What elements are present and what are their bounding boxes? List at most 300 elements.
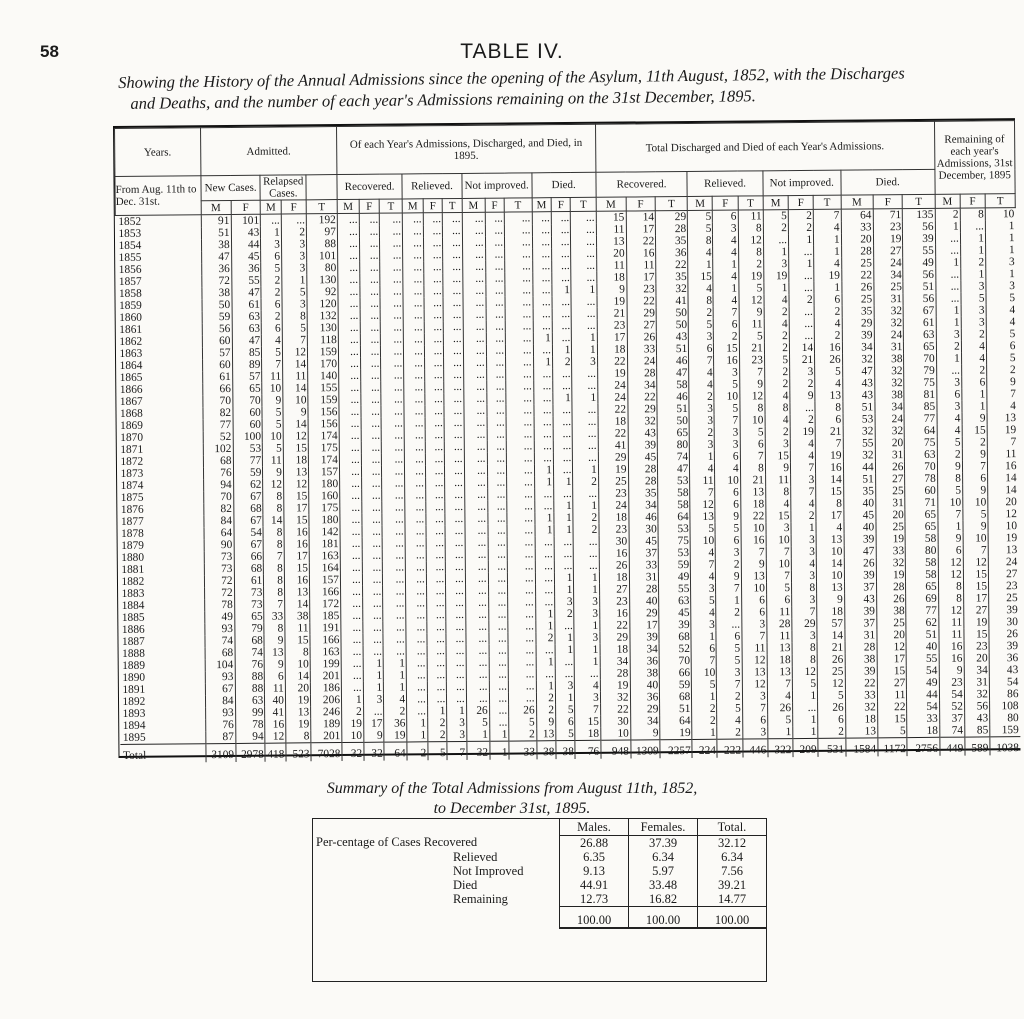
total-cell: 32	[364, 742, 385, 761]
table-cell: ...	[716, 619, 741, 631]
table-cell: 9	[739, 306, 764, 318]
table-cell: 9	[739, 378, 764, 390]
table-cell: ...	[505, 248, 533, 260]
table-cell: ...	[404, 417, 425, 429]
table-cell: ...	[443, 285, 463, 297]
table-cell: ...	[463, 321, 486, 333]
table-cell: 1	[536, 680, 556, 692]
table-cell: 11	[938, 617, 963, 629]
table-cell: 26	[817, 654, 845, 666]
table-cell: 63	[235, 695, 265, 707]
table-cell: 8	[765, 402, 790, 414]
table-cell: 8	[791, 582, 816, 594]
table-cell: ...	[551, 212, 571, 225]
table-cell: 84	[205, 695, 235, 707]
table-cell: ...	[383, 621, 406, 633]
summary-value: 6.34	[698, 850, 767, 864]
table-cell: ...	[466, 693, 489, 705]
table-cell: 2	[790, 378, 815, 390]
table-cell: 32	[843, 449, 875, 461]
table-cell: 21	[740, 474, 765, 486]
table-cell: 1	[535, 620, 555, 632]
table-cell: 14	[626, 211, 656, 224]
table-cell: 5	[263, 443, 284, 455]
table-cell: 6	[556, 716, 576, 728]
table-cell: 2	[765, 378, 790, 390]
table-cell: ...	[425, 429, 445, 441]
table-cell: ...	[789, 306, 814, 318]
table-cell: 15	[596, 211, 626, 224]
table-cell: 1	[575, 656, 600, 668]
table-cell: 7	[813, 209, 841, 222]
table-cell: 9	[741, 558, 766, 570]
table-cell: 32	[874, 365, 904, 377]
table-cell: ...	[447, 669, 467, 681]
table-cell: 39	[844, 605, 876, 617]
table-cell: 2	[960, 256, 985, 268]
table-cell: 59	[233, 467, 263, 479]
table-cell: 36	[630, 655, 660, 667]
table-cell: ...	[487, 489, 507, 501]
table-cell: ...	[465, 573, 488, 585]
table-cell: 52	[659, 643, 691, 655]
table-cell: 34	[842, 341, 874, 353]
table-cell: ...	[552, 320, 572, 332]
table-cell: 2	[717, 727, 742, 740]
table-cell: 14	[283, 382, 308, 394]
table-cell: ...	[383, 645, 406, 657]
table-cell: ...	[553, 368, 573, 380]
table-cell: 39	[628, 439, 658, 451]
table-cell: 10	[988, 520, 1018, 532]
table-cell: 3	[689, 331, 714, 343]
table-cell: 37	[844, 581, 876, 593]
table-cell: ...	[790, 402, 815, 414]
table-cell: ...	[340, 550, 362, 562]
remaining-header: Remaining of each year's Admissions, 31st December, 1895	[934, 121, 1015, 195]
summary-col-total: Total.	[698, 819, 767, 835]
table-cell: ...	[361, 466, 382, 478]
table-cell: 3	[790, 366, 815, 378]
table-cell: 59	[659, 559, 691, 571]
table-cell: 3	[742, 726, 767, 739]
table-cell: ...	[486, 381, 506, 393]
table-cell: ...	[534, 452, 554, 464]
table-cell: 3	[766, 522, 791, 534]
table-cell: 4	[691, 571, 716, 583]
table-cell: ...	[554, 488, 574, 500]
table-cell: 97	[306, 226, 337, 238]
year-cell: 1854	[118, 239, 142, 252]
year-cell: 1890	[122, 671, 146, 684]
table-cell: ...	[380, 297, 403, 309]
table-cell: 45	[628, 451, 658, 463]
table-cell: 15	[765, 450, 790, 462]
summary-col-females: Females.	[629, 819, 698, 835]
table-cell: 4	[961, 340, 986, 352]
summary-row	[313, 850, 766, 864]
table-cell: 51	[903, 281, 935, 293]
table-cell: 58	[906, 569, 938, 581]
table-cell: ...	[486, 333, 506, 345]
table-cell: 2	[765, 426, 790, 438]
table-cell: ...	[444, 357, 464, 369]
year-cell: 1879	[121, 539, 144, 552]
table-cell: 72	[204, 575, 234, 587]
table-cell: 135	[903, 208, 935, 221]
table-cell: 15	[962, 424, 987, 436]
table-cell: 43	[231, 227, 261, 239]
table-cell: 45	[844, 509, 876, 521]
table-cell: 7	[690, 487, 715, 499]
table-cell: 181	[309, 538, 340, 550]
table-cell: 28	[841, 245, 873, 257]
table-cell: 199	[310, 658, 341, 670]
table-cell: 80	[906, 545, 938, 557]
total-disc-header: Total Discharged and Died of each Year's Admissions.	[595, 121, 934, 172]
table-cell: 63	[232, 323, 262, 335]
table-cell: 6	[716, 535, 741, 547]
table-cell: 70	[659, 655, 691, 667]
table-cell: 10	[816, 546, 844, 558]
table-cell: ...	[551, 236, 571, 248]
table-cell: 12	[738, 234, 763, 246]
table-cell: 24	[627, 355, 657, 367]
year-cell: 1882	[121, 575, 145, 588]
total-label: Total	[120, 744, 206, 763]
table-cell: 9	[263, 467, 284, 479]
table-cell: ...	[553, 416, 573, 428]
table-cell: 8	[263, 503, 284, 515]
table-cell: 13	[596, 236, 626, 248]
table-cell: 68	[233, 503, 263, 515]
year-cell: 1891	[122, 683, 146, 696]
table-cell: 4	[791, 558, 816, 570]
table-cell: 19	[987, 424, 1017, 436]
table-cell: 13	[816, 534, 844, 546]
mft-header-cell: F	[359, 199, 380, 213]
table-cell: 39	[903, 233, 935, 245]
table-cell: 47	[657, 367, 689, 379]
table-cell: ...	[532, 212, 552, 225]
table-cell: 1	[552, 344, 572, 356]
table-cell: ...	[427, 669, 447, 681]
table-cell: 64	[905, 425, 937, 437]
table-cell: 1	[534, 464, 554, 476]
summary-value: 5.97	[629, 864, 698, 878]
table-cell: ...	[427, 645, 447, 657]
total-cell: 38	[536, 741, 556, 760]
table-cell: 120	[307, 298, 338, 310]
table-cell: 5	[739, 330, 764, 342]
table-cell: 10	[817, 570, 845, 582]
table-cell: ...	[533, 380, 553, 392]
table-cell: ...	[465, 561, 488, 573]
table-cell: 3	[555, 596, 575, 608]
table-cell: ...	[445, 513, 465, 525]
table-cell: 69	[906, 593, 938, 605]
table-cell: 8	[263, 539, 284, 551]
table-cell: ...	[508, 584, 536, 596]
table-cell: 68	[203, 455, 233, 467]
table-cell: 18	[283, 454, 308, 466]
admissions-table	[113, 118, 1020, 762]
table-cell: 27	[964, 604, 989, 616]
table-cell: 1	[407, 729, 428, 742]
table-cell: 91	[201, 214, 231, 227]
year-cell: 1894	[122, 719, 146, 732]
table-cell: ...	[571, 211, 596, 224]
table-cell: 63	[904, 329, 936, 341]
table-cell: 19	[738, 270, 763, 282]
table-cell: ...	[337, 238, 359, 250]
table-cell: ...	[534, 488, 554, 500]
table-cell: 22	[656, 259, 688, 271]
table-cell: ...	[465, 537, 488, 549]
table-cell: 11	[626, 259, 656, 271]
summary-value: 6.34	[629, 850, 698, 864]
table-cell: ...	[339, 466, 361, 478]
summary-label: Relieved	[453, 849, 498, 864]
table-cell: ...	[465, 513, 488, 525]
table-cell: ...	[406, 669, 427, 681]
table-cell: 43	[628, 427, 658, 439]
table-cell: 8	[688, 235, 713, 247]
table-cell: 34	[964, 664, 989, 676]
table-cell: ...	[443, 237, 463, 249]
table-cell: 6	[715, 451, 740, 463]
table-cell: 4	[814, 222, 842, 234]
table-cell: 29	[630, 703, 660, 715]
table-cell: ...	[362, 514, 383, 526]
table-cell: 75	[658, 535, 690, 547]
table-cell: ...	[340, 502, 362, 514]
table-cell: ...	[404, 369, 425, 381]
table-cell: 74	[658, 451, 690, 463]
summary-row	[313, 835, 766, 850]
table-cell: 8	[740, 462, 765, 474]
table-cell: ...	[506, 392, 534, 404]
table-cell: 1	[534, 476, 554, 488]
year-cell: 1872	[120, 455, 144, 468]
table-cell: 7	[691, 655, 716, 667]
table-cell: 2	[716, 607, 741, 619]
table-cell: 27	[875, 473, 905, 485]
table-cell: 34	[600, 656, 630, 668]
table-cell: ...	[361, 430, 382, 442]
table-cell: ...	[444, 345, 464, 357]
table-cell: 16	[816, 462, 844, 474]
table-cell: ...	[464, 429, 487, 441]
table-cell: ...	[360, 346, 381, 358]
year-cell: 1892	[122, 695, 146, 708]
year-cell: 1874	[120, 479, 144, 492]
table-cell: 33	[264, 611, 285, 623]
table-cell: 49	[205, 611, 235, 623]
total-cell: 531	[818, 738, 846, 757]
table-cell: ...	[465, 609, 488, 621]
table-cell: 20	[596, 248, 626, 260]
table-cell: 31	[875, 497, 905, 509]
table-cell: ...	[359, 250, 380, 262]
page-number: 58	[40, 42, 59, 61]
table-cell: 46	[628, 511, 658, 523]
table-cell: 18	[599, 572, 629, 584]
table-cell: 7	[689, 355, 714, 367]
table-cell: 175	[309, 502, 340, 514]
table-cell: 6	[713, 210, 738, 223]
table-cell: ...	[338, 250, 360, 262]
table-cell: 20	[988, 496, 1018, 508]
table-cell: ...	[361, 478, 382, 490]
table-cell: 60	[202, 335, 232, 347]
total-cell: 224	[692, 739, 717, 758]
table-cell: ...	[444, 393, 464, 405]
table-cell: 1	[571, 284, 596, 296]
table-cell: ...	[462, 249, 485, 261]
table-cell: ...	[789, 270, 814, 282]
summary-value: 26.88	[560, 835, 629, 850]
table-cell: 13	[987, 412, 1017, 424]
table-cell: 1	[936, 317, 961, 329]
table-cell: 1	[574, 644, 599, 656]
table-cell: 32	[600, 692, 630, 704]
table-cell: 10	[262, 383, 283, 395]
table-cell: 31	[874, 341, 904, 353]
table-cell: 157	[310, 574, 341, 586]
table-cell: 33	[845, 689, 877, 701]
table-cell: 3	[937, 401, 962, 413]
table-cell: ...	[571, 248, 596, 260]
table-cell: 16	[714, 355, 739, 367]
table-cell: ...	[361, 490, 382, 502]
table-cell: 7	[742, 702, 767, 714]
table-cell: 9	[937, 461, 962, 473]
table-cell: ...	[571, 224, 596, 236]
table-cell: 5	[986, 328, 1016, 340]
table-cell: 2	[509, 728, 537, 741]
table-cell: ...	[485, 237, 505, 249]
table-cell: ...	[383, 549, 406, 561]
table-cell: 28	[845, 641, 877, 653]
table-cell: ...	[404, 381, 425, 393]
table-cell: 49	[907, 677, 939, 689]
table-cell: ...	[362, 562, 383, 574]
table-cell: 2	[692, 703, 717, 715]
table-cell: 10	[690, 535, 715, 547]
table-cell: 1	[961, 268, 986, 280]
table-cell: 12	[263, 479, 284, 491]
not-improved-header: Not improved.	[462, 173, 532, 199]
table-cell: 3	[717, 667, 742, 679]
table-cell: 55	[659, 583, 691, 595]
table-cell: 50	[656, 307, 688, 319]
table-cell: 9	[962, 484, 987, 496]
table-cell: ...	[487, 441, 507, 453]
table-cell: ...	[505, 236, 533, 248]
table-cell: 23	[739, 354, 764, 366]
table-cell: 64	[658, 511, 690, 523]
table-cell: 2	[428, 729, 448, 742]
table-cell: 38	[630, 667, 660, 679]
table-cell: 57	[202, 347, 232, 359]
table-cell: 11	[877, 689, 907, 701]
table-cell: 2	[814, 306, 842, 318]
table-cell: 19	[964, 616, 989, 628]
table-cell: 24	[988, 556, 1018, 568]
table-cell: 8	[792, 642, 817, 654]
table-cell: 5	[767, 714, 792, 726]
table-cell: 28	[600, 668, 630, 680]
table-cell: 4	[790, 438, 815, 450]
table-cell: ...	[486, 393, 506, 405]
table-cell: 2	[962, 436, 987, 448]
table-cell: 14	[817, 630, 845, 642]
table-cell: 23	[598, 488, 628, 500]
table-cell: 246	[311, 706, 342, 718]
year-cell: 1889	[122, 659, 146, 672]
table-cell: 7	[987, 436, 1017, 448]
total-cell: 3109	[206, 743, 236, 762]
table-cell: 77	[233, 455, 263, 467]
table-cell: ...	[551, 224, 571, 236]
table-cell: 53	[843, 413, 875, 425]
year-cell: 1878	[121, 527, 144, 540]
table-cell: ...	[446, 657, 466, 669]
table-cell: 17	[626, 271, 656, 283]
table-cell: 8	[765, 486, 790, 498]
table-cell: 34	[630, 643, 660, 655]
table-cell: ...	[360, 274, 381, 286]
table-cell: 15	[816, 486, 844, 498]
table-cell: 6	[938, 545, 963, 557]
table-cell: 13	[283, 466, 308, 478]
table-cell: 5	[466, 717, 489, 729]
table-cell: ...	[488, 525, 508, 537]
table-cell: 5	[509, 716, 537, 728]
table-cell: 50	[202, 299, 232, 311]
table-cell: 8	[286, 730, 311, 743]
table-cell: ...	[341, 586, 363, 598]
table-cell: 60	[202, 359, 232, 371]
table-cell: ...	[339, 454, 361, 466]
table-cell: 28	[629, 583, 659, 595]
table-cell: 87	[206, 731, 236, 744]
table-cell: 6	[740, 438, 765, 450]
table-cell: 34	[873, 269, 903, 281]
table-cell: ...	[445, 549, 465, 561]
table-cell: 28	[628, 475, 658, 487]
table-cell: 11	[690, 475, 715, 487]
table-cell: 29	[629, 607, 659, 619]
table-cell: 10	[740, 414, 765, 426]
table-cell: 4	[713, 247, 738, 259]
table-cell: 13	[285, 706, 310, 718]
table-cell: 24	[874, 329, 904, 341]
table-cell: 88	[235, 683, 265, 695]
table-cell: ...	[403, 321, 424, 333]
table-cell: 92	[307, 286, 338, 298]
year-cell: 1852	[118, 215, 142, 228]
table-cell: 19	[384, 729, 407, 742]
table-cell: 4	[384, 693, 407, 705]
table-cell: ...	[361, 442, 382, 454]
table-cell: 1	[447, 705, 467, 717]
table-cell: 174	[308, 430, 339, 442]
table-cell: 15	[963, 580, 988, 592]
table-cell: 5	[689, 319, 714, 331]
table-cell: 7	[962, 460, 987, 472]
